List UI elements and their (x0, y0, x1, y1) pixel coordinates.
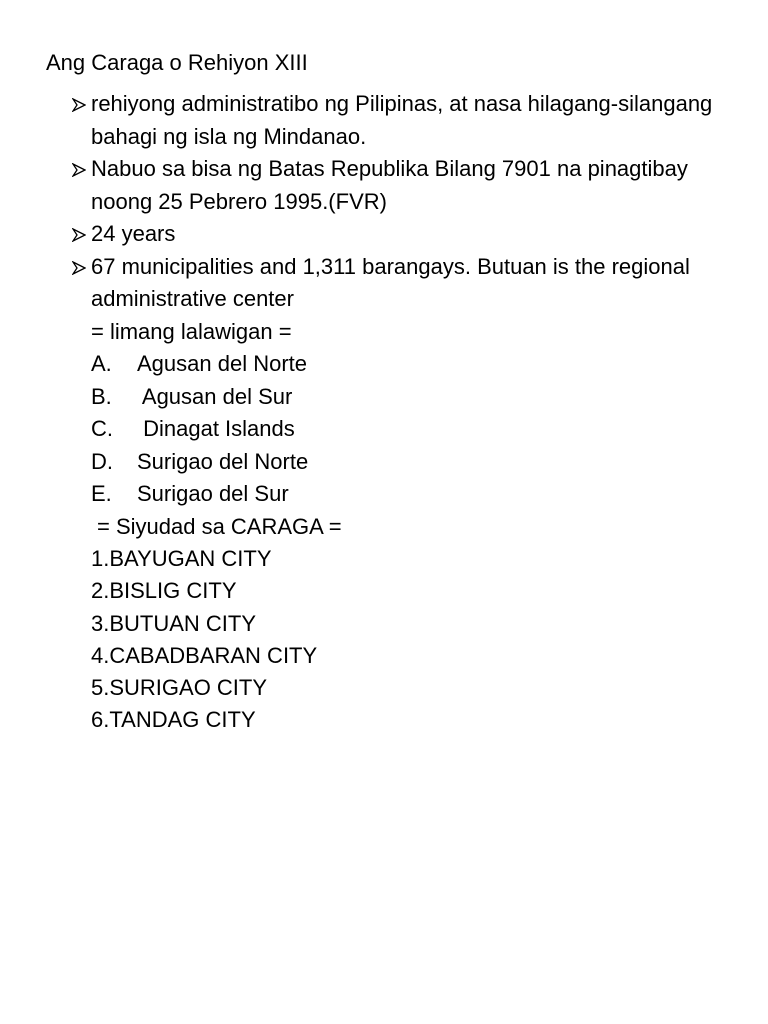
arrow-bullet-icon (72, 261, 86, 275)
city-list (91, 543, 732, 737)
document-body (72, 88, 732, 737)
province-name: Agusan del Sur (137, 383, 293, 409)
bullet-text: rehiyong administratibo ng Pilipinas, at nasa hilagang-silangang bahagi ng isla ng Mindanao. (91, 91, 713, 149)
province-name: Agusan del Norte (137, 351, 307, 376)
bullet-item (72, 153, 732, 218)
bullet-list (72, 88, 732, 316)
province-name: Surigao del Norte (137, 448, 309, 474)
bullet-text: 24 years (91, 221, 176, 246)
province-letter: B. (91, 383, 112, 409)
cities-heading: = Siyudad sa CARAGA = (97, 513, 342, 539)
city-item: 3.BUTUAN CITY (91, 610, 257, 636)
city-item: 6.TANDAG CITY (91, 707, 256, 733)
province-item (91, 381, 732, 414)
province-letter: C. (91, 416, 113, 441)
city-item: 1.BAYUGAN CITY (91, 546, 272, 571)
province-name: Dinagat Islands (137, 416, 295, 441)
bullet-text: Nabuo sa bisa ng Batas Republika Bilang 7901 na pinagtibay noong 25 Pebrero 1995.(FVR) (91, 156, 688, 214)
province-item (91, 446, 732, 479)
bullet-item (72, 251, 732, 316)
province-item (91, 348, 732, 381)
bullet-item (72, 218, 732, 251)
sub-section (72, 316, 732, 737)
arrow-bullet-icon (72, 163, 86, 177)
province-letter: D. (91, 448, 113, 474)
arrow-bullet-icon (72, 98, 86, 112)
city-item: 4.CABADBARAN CITY (91, 642, 318, 668)
province-letter: E. (91, 481, 112, 506)
page-title: Ang Caraga o Rehiyon XIII (46, 50, 308, 75)
bullet-text: 67 municipalities and 1,311 barangays. Butuan is the regional administrative center (91, 253, 690, 311)
province-letter: A. (91, 351, 112, 376)
province-item (91, 478, 732, 511)
province-list (91, 348, 732, 511)
arrow-bullet-icon (72, 228, 86, 242)
province-item (91, 413, 732, 446)
city-item: 5.SURIGAO CITY (91, 675, 268, 701)
province-name: Surigao del Sur (137, 481, 289, 506)
provinces-heading: = limang lalawigan = (91, 318, 292, 344)
bullet-item (72, 88, 732, 153)
city-item: 2.BISLIG CITY (91, 578, 237, 604)
